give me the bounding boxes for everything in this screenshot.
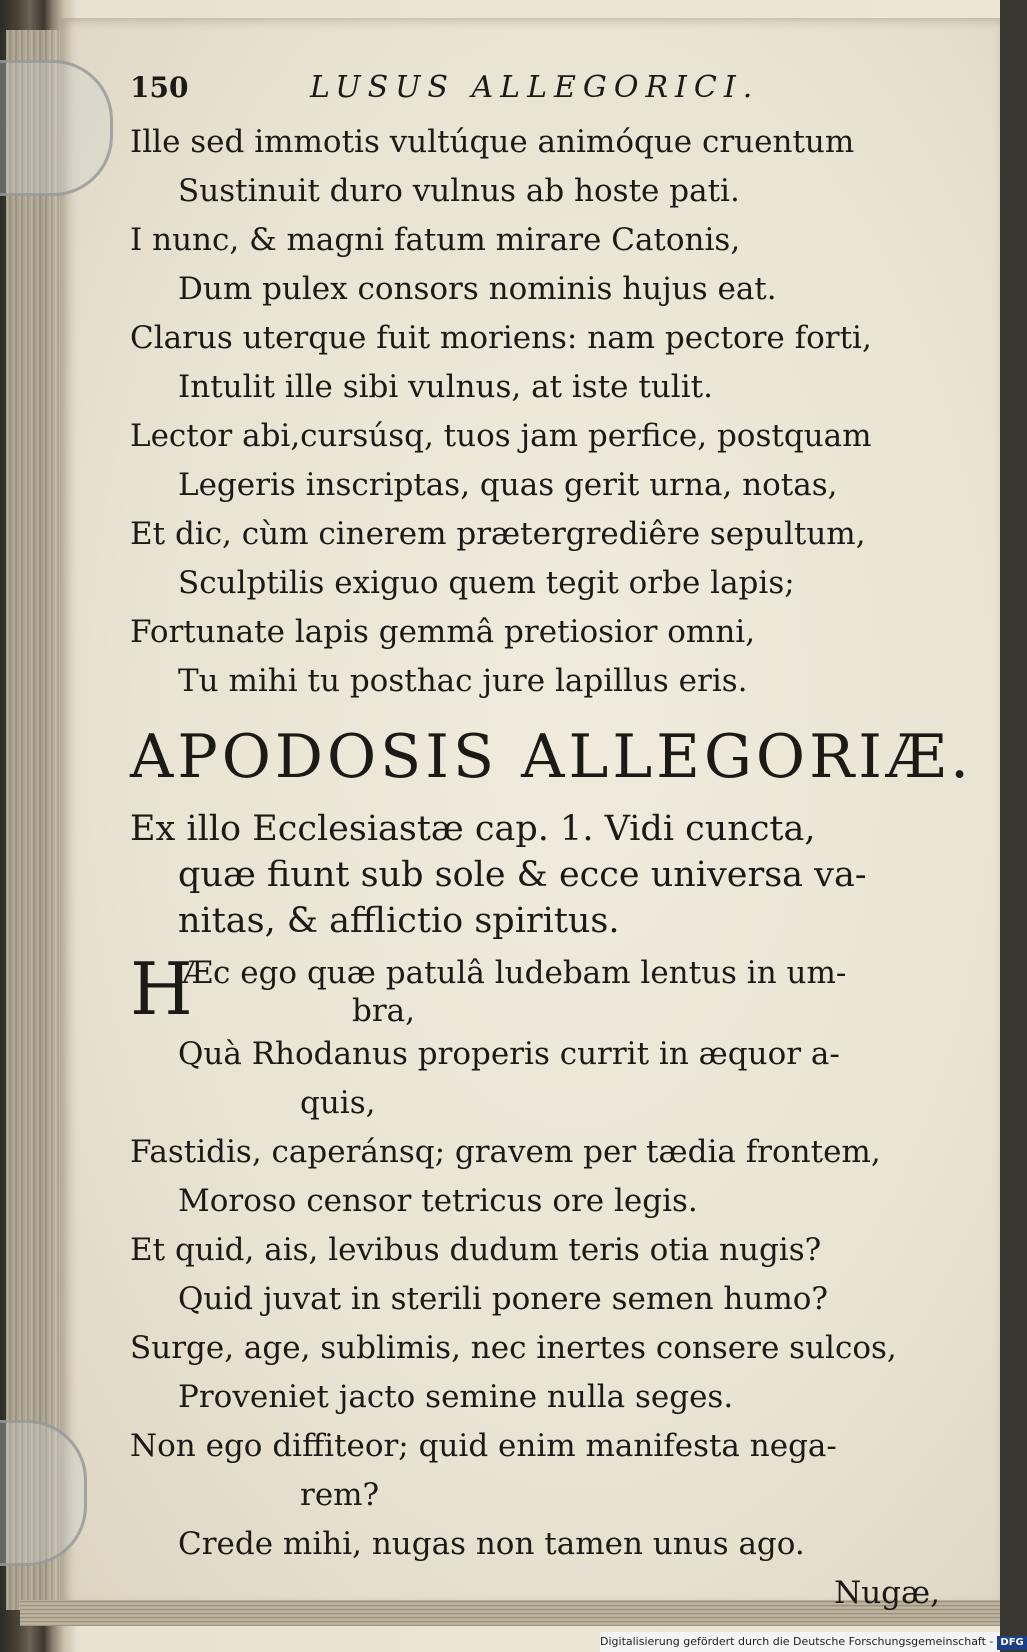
page-fore-edge xyxy=(6,30,62,1610)
catchword: Nugæ, xyxy=(834,1575,940,1611)
lemma-line: Ex illo Ecclesiastæ cap. 1. Vidi cuncta, xyxy=(130,809,816,849)
verse-line: Non ego diffiteor; quid enim manifesta nega- xyxy=(130,1428,837,1464)
page-number: 150 xyxy=(130,71,189,104)
verse-line: Ille sed immotis vultúque animóque cruentum xyxy=(130,124,855,160)
verse-line: Fastidis, caperánsq; gravem per tædia frontem, xyxy=(130,1134,881,1170)
lemma-line: quæ fiunt sub sole & ecce universa va- xyxy=(178,855,867,895)
page-clip-top xyxy=(0,60,113,196)
running-head: LUSUS ALLEGORICI. xyxy=(310,70,760,105)
verse-line: Legeris inscriptas, quas gerit urna, notas, xyxy=(178,467,838,503)
poem-opening-text xyxy=(182,954,846,1030)
page-header xyxy=(130,70,960,118)
poem-opening xyxy=(130,947,960,1031)
verse-line: Lector abi,cursúsq, tuos jam perfice, postquam xyxy=(130,418,872,454)
verse-line: Et dic, cùm cinerem prætergrediêre sepultum, xyxy=(130,516,866,552)
verse-line: Fortunate lapis gemmâ pretiosior omni, xyxy=(130,614,756,650)
verse-line: Crede mihi, nugas non tamen unus ago. xyxy=(178,1526,805,1562)
verse-line: Proveniet jacto semine nulla seges. xyxy=(178,1379,734,1415)
verse-line: Æc ego quæ patulâ ludebam lentus in um- xyxy=(182,955,847,991)
drop-cap: H xyxy=(130,947,193,1031)
section-title: APODOSIS ALLEGORIÆ. xyxy=(130,722,974,792)
verse-line: Et quid, ais, levibus dudum teris otia nugis? xyxy=(130,1232,822,1268)
verse-line: Intulit ille sibi vulnus, at iste tulit. xyxy=(178,369,713,405)
verse-line: rem? xyxy=(300,1477,380,1513)
lemma-line: nitas, & afflictio spiritus. xyxy=(178,901,620,941)
verse-line: quis, xyxy=(300,1085,376,1121)
poem xyxy=(130,947,960,1569)
verse-line: bra, xyxy=(352,993,415,1029)
page-text xyxy=(130,70,974,1618)
footer-text: Digitalisierung gefördert durch die Deutsche Forschungsgemeinschaft - xyxy=(600,1635,994,1648)
dfg-logo[interactable]: DFG xyxy=(997,1636,1026,1650)
verse-line: Tu mihi tu posthac jure lapillus eris. xyxy=(178,663,748,699)
digitization-footer xyxy=(600,1632,1024,1652)
verse-line: Dum pulex consors nominis hujus eat. xyxy=(178,271,777,307)
verse-line: Surge, age, sublimis, nec inertes consere sulcos, xyxy=(130,1330,897,1366)
verse-line: I nunc, & magni fatum mirare Catonis, xyxy=(130,222,741,258)
verse-line: Clarus uterque fuit moriens: nam pectore forti, xyxy=(130,320,872,356)
verse-line: Quid juvat in sterili ponere semen humo? xyxy=(178,1281,829,1317)
verse-line: Moroso censor tetricus ore legis. xyxy=(178,1183,698,1219)
verse-line: Sculptilis exiguo quem tegit orbe lapis; xyxy=(178,565,795,601)
epitaph xyxy=(130,118,960,706)
verse-line: Sustinuit duro vulnus ab hoste pati. xyxy=(178,173,740,209)
verse-line: Quà Rhodanus properis currit in æquor a- xyxy=(178,1036,840,1072)
scripture-lemma xyxy=(130,806,960,944)
